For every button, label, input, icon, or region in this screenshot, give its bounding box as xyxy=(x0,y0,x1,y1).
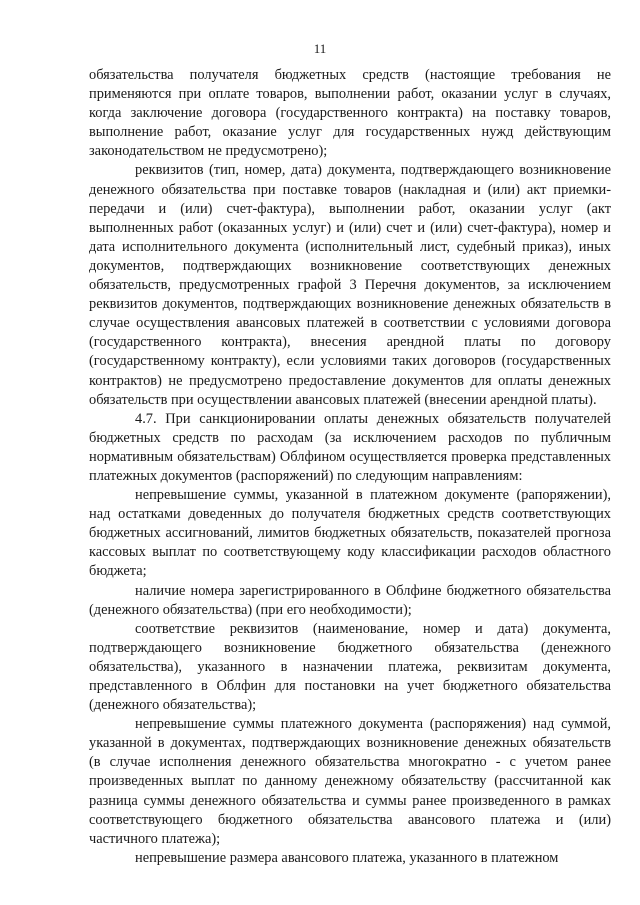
paragraph-check-registration-number: наличие номера зарегистрированного в Облфине бюджетного обязательства (денежного обязательства) (при его необходимости); xyxy=(89,582,611,618)
page-number: 11 xyxy=(313,41,327,56)
paragraph-check-payment-sum: непревышение суммы платежного документа (распоряжения) над суммой, указанной в документах, подтверждающих возникновение денежных обязательств (в случае исполнения денежного обязательства многократно - с учетом ранее произведенных выплат по данному денежному обязательству (рассчитанной как разница суммы денежного обязательства и суммы ранее произведенного в рамках соответствующего бюджетного обязательства авансового платежа и (или) частичного платежа); xyxy=(89,716,611,847)
paragraph-check-requisites-match: соответствие реквизитов (наименование, номер и дата) документа, подтверждающего возникновение бюджетного обязательства (денежного обязательства), указанного в назначении платежа, реквизитам документа, представленного в Облфин для постановки на учет бюджетного обязательства (денежного обязательства); xyxy=(89,620,611,714)
paragraph-section-4-7: 4.7. При санкционировании оплаты денежных обязательств получателей бюджетных средств по расходам (за исключением расходов по публичным нормативным обязательствам) Облфином осуществляется проверка представленных платежных документов (распоряжений) по следующим направлениям: xyxy=(89,410,611,484)
paragraph-requisites: реквизитов (тип, номер, дата) документа, подтверждающего возникновение денежного обязательства при поставке товаров (накладная и (или) акт приемки-передачи и (или) счет-фактура), выполнении работ, оказании услуг (акт выполненных работ (оказанных услуг) и (или) счет и (или) счет-фактура), номер и дата исполнительного документа (исполнительный лист, судебный приказ), иных документов, подтверждающих возникновение соответствующих денежных обязательств, предусмотренных графой 3 Перечня документов, за исключением реквизитов документов, подтверждающих возникновение денежных обязательств в случае осуществления авансовых платежей в соответствии с условиями договора (государственного контракта), внесения арендной платы по договору (государственному контракту), если условиями таких договоров (государственных контрактов) не предусмотрено предоставление документов для оплаты денежных обязательств при осуществлении авансовых платежей (внесении арендной платы). xyxy=(89,162,611,408)
paragraph-continuation: обязательства получателя бюджетных средств (настоящие требования не применяются при оплате товаров, выполнении работ, оказании услуг в случаях, когда заключение договора (государственного контракта) на поставку товаров, выполнение работ, оказание услуг для государственных нужд действующим законодательством не предусмотрено); xyxy=(89,67,611,160)
paragraph-check-advance-payment: непревышение размера авансового платежа, указанного в платежном xyxy=(135,849,559,866)
paragraph-check-limits: непревышение суммы, указанной в платежном документе (рапоряжении), над остатками доведенных до получателя бюджетных средств соответствующих бюджетных ассигнований, лимитов бюджетных обязательств, показателей прогноза кассовых выплат по соответствующему коду классификации расходов областного бюджета; xyxy=(89,487,611,580)
document-body xyxy=(89,66,611,868)
